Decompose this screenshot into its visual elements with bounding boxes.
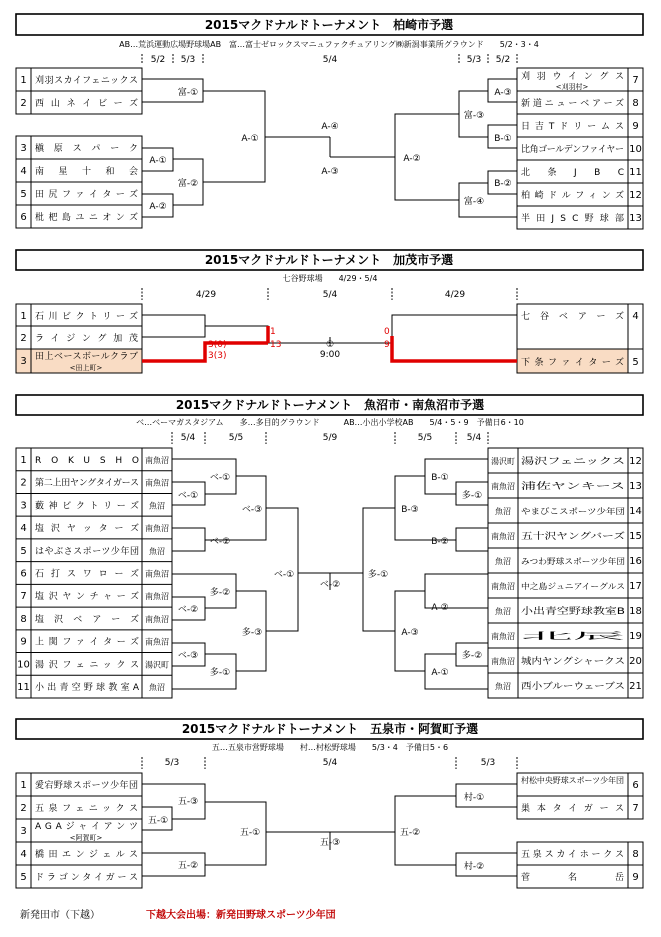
team-no: 13 — [629, 481, 642, 492]
team-no: 1 — [20, 75, 27, 86]
team-city: 南魚沼 — [145, 478, 169, 488]
team-no: 18 — [629, 606, 642, 617]
team-name: 田尻ファイターズ — [35, 190, 138, 200]
team-no: 10 — [17, 659, 30, 671]
date-label: 5/2 — [495, 55, 511, 65]
team-name: 橋田エンジェルス — [35, 850, 138, 860]
team-no: 4 — [632, 311, 639, 322]
team-no: 8 — [632, 98, 639, 109]
team-no: 5 — [20, 872, 27, 883]
game-label: B-① — [431, 473, 449, 483]
team-name: 上関ファイターズ — [35, 637, 139, 648]
game-label: A-③ — [494, 88, 512, 98]
team-name: 五泉スカイホークス — [521, 850, 624, 860]
game-label: 村-② — [463, 862, 485, 872]
game-label: ベ-③ — [241, 505, 263, 515]
team-city: 南魚沼 — [145, 455, 169, 465]
team-no: 5 — [632, 357, 639, 368]
team-name: 小出青空野球教室B — [521, 607, 600, 617]
date-label: 5/3 — [466, 55, 482, 65]
team-no: 8 — [632, 849, 639, 860]
game-label: ベ-③ — [177, 651, 199, 661]
team-no: 3 — [20, 143, 27, 154]
team-city: 魚沼 — [149, 546, 165, 556]
team-name: 塩沢ヤッターズ — [35, 524, 139, 535]
team-name: 槇原スパーク — [35, 144, 138, 154]
team-name: 下条ファイターズ — [521, 358, 624, 368]
team-no: 20 — [629, 656, 642, 667]
team-name: 刈羽ウイングス — [521, 72, 624, 82]
game-label: ベ-① — [273, 570, 295, 580]
game-label: 五-① — [147, 816, 169, 826]
team-name: ライジング加茂 — [35, 334, 138, 344]
team-no: 3 — [20, 356, 27, 367]
game-label: A-② — [431, 603, 449, 613]
team-name: 北条JBC — [521, 168, 624, 178]
team-city: 魚沼 — [149, 683, 165, 693]
team-name: 比角ゴールデンファイヤー — [521, 145, 624, 155]
team-name: 巣本タイガース — [521, 804, 624, 814]
game-label: A-③ — [321, 167, 339, 177]
game-label: B-② — [431, 537, 449, 547]
game-label: B-① — [494, 134, 512, 144]
game-label: 多-① — [209, 668, 231, 678]
team-city: 南魚沼 — [145, 614, 169, 624]
date-label: 5/3 — [164, 758, 180, 768]
game-label: B-② — [494, 179, 512, 189]
date-label: 5/4 — [466, 433, 482, 443]
game-label: A-① — [431, 668, 449, 678]
team-name: みつわ野球スポーツ少年団 — [521, 557, 617, 566]
game-label: 五-② — [177, 861, 199, 871]
team-no: 19 — [629, 631, 642, 642]
date-label: 5/5 — [417, 433, 433, 443]
date-label: 5/3 — [180, 55, 196, 65]
game-label: A-② — [403, 154, 421, 164]
game-label: 富-① — [177, 88, 199, 98]
team-name: 日吉Tドリームス — [521, 122, 624, 132]
team-city: 南魚沼 — [491, 532, 515, 541]
section-title: 2015マクドナルドトーナメント 魚沼市・南魚沼市予選 — [175, 398, 485, 412]
team-name: 第二上田ヤングタイガース — [35, 478, 139, 489]
team-name: 塩沢ベアーズ — [35, 614, 139, 625]
team-no: 14 — [629, 506, 642, 517]
team-no: 10 — [629, 144, 642, 155]
team-name: 半田JSC野球部 — [521, 214, 624, 224]
team-name: 浦佐ヤンキース — [521, 482, 584, 492]
team-city: 魚沼 — [495, 607, 511, 616]
team-city: 南魚沼 — [491, 657, 515, 666]
team-name: 枇杷島ユニオンズ — [35, 213, 138, 223]
game-label: A-④ — [321, 122, 339, 132]
team-name: 新道ニューベアーズ — [521, 99, 624, 109]
team-no: 1 — [20, 454, 27, 466]
team-no: 6 — [20, 212, 27, 223]
score-label: 1 — [270, 327, 276, 337]
venue-line: ベ…ベーマガスタジアム 多…多目的グラウンド AB…小出小学校AB 5/4・5・9 予備日6・10 — [136, 418, 524, 427]
game-label: 多-③ — [241, 628, 263, 638]
team-city: 魚沼 — [149, 501, 165, 511]
team-no: 9 — [20, 636, 27, 648]
date-label: 5/4 — [322, 290, 338, 300]
game-time: 9:00 — [319, 350, 341, 360]
team-city: 南魚沼 — [145, 569, 169, 579]
team-no: 4 — [20, 166, 27, 177]
date-label: 5/4 — [322, 758, 338, 768]
team-name: 南星十和会 — [35, 167, 138, 177]
team-no: 6 — [632, 780, 639, 791]
team-sub: <田上町> — [69, 364, 103, 372]
team-no: 13 — [629, 213, 642, 224]
score-label: 3(0) — [208, 340, 227, 350]
date-label: 5/4 — [322, 55, 338, 65]
team-name: 田上ベースボールクラブ — [35, 352, 138, 362]
game-label: 五-③ — [177, 797, 199, 807]
date-label: 5/2 — [150, 55, 166, 65]
team-no: 5 — [20, 189, 27, 200]
game-label: 五-③ — [319, 838, 341, 848]
team-city: 魚沼 — [495, 557, 511, 566]
team-city: 魚沼 — [495, 507, 511, 516]
team-name: 石打スワローズ — [35, 569, 139, 580]
team-name: 西小ブルーウェーブス — [521, 682, 610, 692]
team-city: 南魚沼 — [491, 582, 515, 591]
section-title: 2015マクドナルドトーナメント 柏崎市予選 — [204, 18, 454, 32]
game-label: ベ-② — [319, 580, 341, 590]
team-no: 17 — [629, 581, 642, 592]
date-label: 4/29 — [444, 290, 466, 300]
date-label: 5/4 — [180, 433, 196, 443]
game-label: ベ-① — [209, 473, 231, 483]
team-no: 2 — [20, 333, 27, 344]
team-city: 湯沢町 — [145, 660, 169, 670]
game-label: ベ-② — [177, 605, 199, 615]
team-name: 中之島ジュニアイーグルス — [521, 582, 616, 591]
team-no: 21 — [629, 681, 642, 692]
team-name: 五泉フェニックス — [35, 804, 138, 814]
team-name: はやぶさスポーツ少年団 — [35, 546, 139, 557]
team-name: 西山ネイビーズ — [35, 99, 138, 109]
team-no: 4 — [20, 523, 27, 535]
team-name: 塩沢ヤンチャーズ — [35, 592, 139, 603]
venue-line: 五…五泉市営野球場 村…村松野球場 5/3・4 予備日5・6 — [211, 743, 449, 752]
team-no: 5 — [20, 545, 27, 557]
team-no: 2 — [20, 477, 27, 489]
team-no: 12 — [629, 456, 642, 467]
team-name: 七谷ベアーズ — [521, 312, 624, 322]
team-name: 菅名岳 — [521, 873, 624, 883]
team-name: 城内ヤングシャークス — [521, 657, 611, 667]
game-label: 五-② — [399, 828, 421, 838]
team-no: 9 — [632, 121, 639, 132]
game-label: 多-② — [461, 651, 483, 661]
team-no: 2 — [20, 98, 27, 109]
team-name: 刈羽スカイフェニックス — [35, 76, 138, 86]
team-name: やまびこスポーツ少年団 — [521, 507, 609, 516]
game-label: 多-① — [367, 570, 389, 580]
team-name: 藪神ビクトリーズ — [35, 501, 139, 512]
team-sub: <阿賀町> — [69, 834, 103, 842]
game-label: B-③ — [401, 505, 419, 515]
team-name: 小出青空野球教室A — [35, 683, 139, 694]
team-name: 愛宕野球スポーツ少年団 — [35, 781, 138, 791]
team-no: 6 — [20, 568, 27, 580]
game-label: A-② — [149, 202, 167, 212]
team-name: 石川ビクトリーズ — [35, 312, 138, 322]
team-name: 村松中央野球スポーツ少年団 — [521, 776, 624, 785]
team-name: ROKUSHO — [35, 455, 139, 466]
team-name: 柏崎ドルフィンズ — [521, 191, 624, 201]
team-sub: <刈羽村> — [555, 83, 589, 91]
game-label: ① — [325, 340, 335, 350]
game-label: A-① — [241, 134, 259, 144]
score-label: 9 — [384, 340, 390, 350]
team-no: 7 — [632, 803, 639, 814]
team-no: 9 — [632, 872, 639, 883]
game-label: 多-① — [461, 491, 483, 501]
team-city: 南魚沼 — [491, 482, 515, 491]
team-no: 3 — [20, 826, 27, 837]
team-name: 湯沢フェニックス — [35, 660, 139, 671]
section-title: 2015マクドナルドトーナメント 加茂市予選 — [204, 253, 454, 267]
team-no: 16 — [629, 556, 642, 567]
game-label: 富-④ — [463, 197, 485, 207]
team-no: 3 — [20, 500, 27, 512]
team-city: 湯沢町 — [491, 457, 515, 466]
team-city: 南魚沼 — [145, 592, 169, 602]
venue-line: AB…荒浜運動広場野球場AB 富…富士ゼロックスマニュファクチュアリング㈱新潟事業所グラウンド 5/2・3・4 — [119, 40, 539, 49]
team-no: 8 — [20, 613, 27, 625]
game-label: 五-① — [239, 828, 261, 838]
game-label: 多-② — [209, 588, 231, 598]
team-no: 7 — [632, 75, 639, 86]
team-city: 南魚沼 — [491, 632, 515, 641]
date-label: 5/3 — [480, 758, 496, 768]
game-label: A-① — [149, 156, 167, 166]
team-name: 北辰 — [521, 632, 540, 642]
team-name: 湯沢フェニックス — [521, 457, 593, 467]
team-no: 4 — [20, 849, 27, 860]
team-no: 1 — [20, 311, 27, 322]
team-no: 1 — [20, 780, 27, 791]
section-title: 2015マクドナルドトーナメント 五泉市・阿賀町予選 — [181, 722, 479, 736]
team-name: 五十沢ヤングバーズ — [521, 532, 601, 542]
score-label: 0 — [384, 327, 390, 337]
footer-qualifier: 下越大会出場：新発田野球スポーツ少年団 — [146, 910, 336, 921]
game-label: 村-① — [463, 793, 485, 803]
team-name: ドラゴンタイガース — [35, 873, 138, 883]
team-no: 2 — [20, 803, 27, 814]
team-city: 魚沼 — [495, 682, 511, 691]
game-label: 富-② — [177, 179, 199, 189]
date-label: 5/5 — [228, 433, 244, 443]
game-label: ベ-① — [177, 491, 199, 501]
team-name: AGAジャイアンツ — [35, 822, 138, 832]
date-label: 4/29 — [195, 290, 217, 300]
game-label: A-③ — [401, 628, 419, 638]
venue-line: 七谷野球場 4/29・5/4 — [282, 274, 378, 283]
date-label: 5/9 — [322, 433, 338, 443]
game-label: ベ-② — [209, 537, 231, 547]
team-no: 7 — [20, 591, 27, 603]
score-label: 13 — [270, 340, 282, 350]
team-no: 12 — [629, 190, 642, 201]
team-no: 11 — [17, 682, 30, 694]
score-label: 3(3) — [208, 351, 227, 361]
game-label: 富-③ — [463, 111, 485, 121]
team-no: 15 — [629, 531, 642, 542]
team-city: 南魚沼 — [145, 637, 169, 647]
team-city: 南魚沼 — [145, 524, 169, 534]
footer-region: 新発田市（下越） — [20, 910, 100, 921]
team-no: 11 — [629, 167, 642, 178]
